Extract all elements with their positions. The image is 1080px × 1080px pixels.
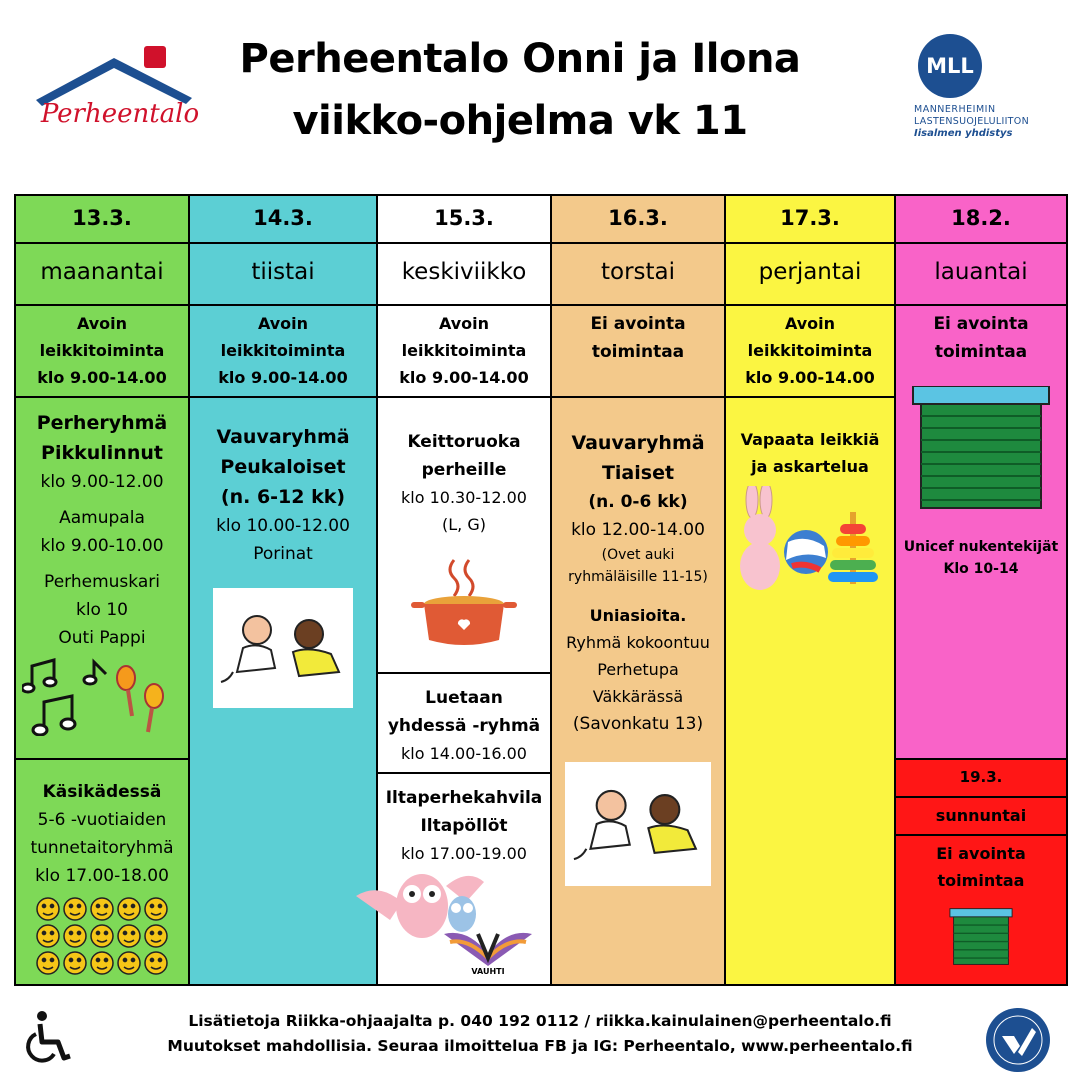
babies-icon (213, 588, 353, 708)
emoji-face (145, 952, 167, 974)
vauhti-logo-icon (438, 924, 538, 976)
wednesday-reading-cell (376, 672, 552, 774)
footer-line1: Lisätietoja Riikka-ohjaajalta p. 040 192 0112 / riikka.kainulainen@perheentalo.fi (188, 1012, 892, 1030)
emoji-grid-icon (35, 896, 170, 976)
monday-evening-time: klo 17.00-18.00 (35, 866, 169, 886)
emoji-eye (150, 958, 153, 961)
music-notes-icon (22, 656, 182, 736)
emoji-eye (123, 931, 126, 934)
emoji-face (118, 898, 140, 920)
emoji-eye (123, 904, 126, 907)
sunday-closed2: toimintaa (937, 871, 1025, 890)
emoji-eye (131, 958, 134, 961)
emoji-eye (131, 904, 134, 907)
wheelchair-icon (24, 1010, 76, 1066)
emoji-face (91, 898, 113, 920)
tuesday-time: klo 10.00-12.00 (216, 516, 350, 536)
emoji-eye (131, 931, 134, 934)
open-play-mon: Avoin leikkitoiminta klo 9.00-14.00 (14, 304, 190, 398)
wednesday-cafe2: Iltapöllöt (420, 816, 508, 836)
svg-text:VAUHTI: VAUHTI (471, 967, 505, 976)
thursday-title1: Vauvaryhmä (571, 432, 705, 454)
day-name-thu: torstai (550, 242, 726, 306)
emoji-eye (158, 931, 161, 934)
monday-evening-cell (14, 758, 190, 986)
emoji-face (64, 952, 86, 974)
emoji-eye (150, 931, 153, 934)
mll-logo (914, 34, 1064, 144)
wednesday-read2: yhdessä -ryhmä (387, 716, 541, 736)
page-title-line1: Perheentalo Onni ja Ilona (239, 36, 801, 82)
sunday-date: 19.3. (894, 758, 1068, 798)
monday-breakfast-time: klo 9.00-10.00 (40, 536, 164, 556)
emoji-eye (123, 958, 126, 961)
open-play-tue: Avoin leikkitoiminta klo 9.00-14.00 (188, 304, 378, 398)
emoji-eye (77, 931, 80, 934)
emoji-eye (42, 931, 45, 934)
wednesday-cook2: perheille (421, 460, 507, 480)
emoji-eye (96, 958, 99, 961)
sunday-body-cell (894, 834, 1068, 986)
day-date-wed: 15.3. (376, 194, 552, 244)
day-date-fri: 17.3. (724, 194, 896, 244)
sunday-closed1: Ei avointa (936, 844, 1026, 863)
day-name-fri: perjantai (724, 242, 896, 306)
wednesday-cafe-time: klo 17.00-19.00 (401, 844, 527, 863)
monday-music-time: klo 10 (75, 600, 128, 620)
shutter-icon (911, 386, 1051, 510)
emoji-face (91, 952, 113, 974)
monday-group-time: klo 9.00-12.00 (40, 472, 164, 492)
emoji-eye (77, 904, 80, 907)
wednesday-cook1: Keittoruoka (407, 432, 521, 452)
emoji-face (118, 925, 140, 947)
emoji-eye (104, 904, 107, 907)
monday-music: Perhemuskari (44, 572, 160, 592)
perheentalo-logo-text: Perheentalo (40, 99, 200, 129)
sunday-name: sunnuntai (894, 796, 1068, 836)
open-play-fri: Avoin leikkitoiminta klo 9.00-14.00 (724, 304, 896, 398)
day-name-wed: keskiviikko (376, 242, 552, 306)
emoji-face (37, 952, 59, 974)
thursday-title2: Tiaiset (601, 462, 675, 484)
day-name-mon: maanantai (14, 242, 190, 306)
emoji-eye (69, 931, 72, 934)
emoji-eye (50, 958, 53, 961)
thursday-extra4: (Savonkatu 13) (572, 714, 704, 734)
monday-group-title2: Pikkulinnut (41, 442, 163, 464)
open-play-thu: Ei avointa toimintaa (550, 304, 726, 398)
shutter-icon-sun (949, 908, 1013, 966)
emoji-eye (42, 958, 45, 961)
page-title-line2: viikko-ohjelma vk 11 (292, 98, 748, 144)
emoji-face (145, 925, 167, 947)
thursday-note2: ryhmäläisille 11-15) (568, 569, 708, 585)
maracas-icon (117, 666, 163, 732)
emoji-eye (96, 931, 99, 934)
footer-line2: Muutokset mahdollisia. Seuraa ilmoittelua FB ja IG: Perheentalo, www.perheentalo.fi (167, 1037, 913, 1055)
emoji-face (64, 898, 86, 920)
babies-icon-thu (565, 762, 711, 886)
wednesday-lunch-cell (376, 396, 552, 674)
saturday-closed1: Ei avointa (933, 314, 1029, 334)
emoji-eye (150, 904, 153, 907)
monday-evening-line1: 5-6 -vuotiaiden (37, 810, 167, 830)
day-date-mon: 13.3. (14, 194, 190, 244)
emoji-eye (69, 958, 72, 961)
toys-icon (730, 486, 890, 596)
thursday-extra3: Väkkärässä (592, 687, 684, 706)
emoji-eye (69, 904, 72, 907)
saturday-closed2: toimintaa (934, 342, 1028, 362)
monday-morning-cell (14, 396, 190, 760)
emoji-face (118, 952, 140, 974)
wednesday-read-time: klo 14.00-16.00 (401, 744, 527, 763)
day-date-sat: 18.2. (894, 194, 1068, 244)
day-name-tue: tiistai (188, 242, 378, 306)
wednesday-cook-note: (L, G) (442, 515, 486, 534)
open-play-wed: Avoin leikkitoiminta klo 9.00-14.00 (376, 304, 552, 398)
mll-badge-icon: MLL (918, 34, 982, 98)
emoji-face (145, 898, 167, 920)
perheentalo-logo (32, 40, 202, 135)
soup-pot-icon (409, 554, 519, 654)
emoji-face (37, 925, 59, 947)
day-date-tue: 14.3. (188, 194, 378, 244)
friday-line1: Vapaata leikkiä (740, 430, 880, 449)
mll-name-line3: Iisalmen yhdistys (914, 128, 1013, 139)
saturday-event: Unicef nukentekijät (903, 539, 1059, 555)
monday-breakfast: Aamupala (59, 508, 145, 528)
emoji-eye (42, 904, 45, 907)
mll-name-line1: MANNERHEIMIN (914, 104, 996, 115)
emoji-face (91, 925, 113, 947)
tuesday-age: (n. 6-12 kk) (220, 486, 346, 508)
friday-body-cell (724, 396, 896, 986)
emoji-eye (158, 958, 161, 961)
emoji-eye (77, 958, 80, 961)
thursday-body-cell (550, 396, 726, 986)
thursday-time: klo 12.00-14.00 (571, 520, 705, 540)
emoji-eye (96, 904, 99, 907)
saturday-event-time: Klo 10-14 (943, 561, 1019, 577)
emoji-eye (104, 931, 107, 934)
wednesday-cook-time: klo 10.30-12.00 (401, 488, 527, 507)
emoji-face (64, 925, 86, 947)
day-name-sat: lauantai (894, 242, 1068, 306)
wednesday-cafe1: Iltaperhekahvila (385, 788, 543, 808)
monday-evening-title: Käsikädessä (42, 782, 162, 802)
monday-music-leader: Outi Pappi (58, 628, 146, 648)
mll-name-line2: LASTENSUOJELULIITON (914, 116, 1029, 127)
saturday-body-cell (894, 304, 1068, 760)
friday-line2: ja askartelua (751, 457, 869, 476)
emoji-eye (104, 958, 107, 961)
thursday-extra-title: Uniasioita. (589, 606, 687, 625)
day-date-thu: 16.3. (550, 194, 726, 244)
wednesday-read1: Luetaan (425, 688, 503, 708)
tuesday-place: Porinat (253, 544, 313, 564)
thursday-note1: (Ovet auki (601, 547, 675, 563)
monday-group-title1: Perheryhmä (36, 412, 168, 434)
house-roof-icon (36, 46, 192, 106)
emoji-eye (50, 931, 53, 934)
emoji-eye (50, 904, 53, 907)
thursday-extra2: Perhetupa (597, 660, 679, 679)
monday-evening-line2: tunnetaitoryhmä (30, 838, 174, 858)
thursday-age: (n. 0-6 kk) (588, 492, 688, 512)
tuesday-title2: Peukaloiset (220, 456, 346, 478)
thursday-extra1: Ryhmä kokoontuu (566, 633, 710, 652)
seal-logo-icon (984, 1006, 1052, 1074)
emoji-face (37, 898, 59, 920)
emoji-eye (158, 904, 161, 907)
tuesday-title1: Vauvaryhmä (216, 426, 350, 448)
